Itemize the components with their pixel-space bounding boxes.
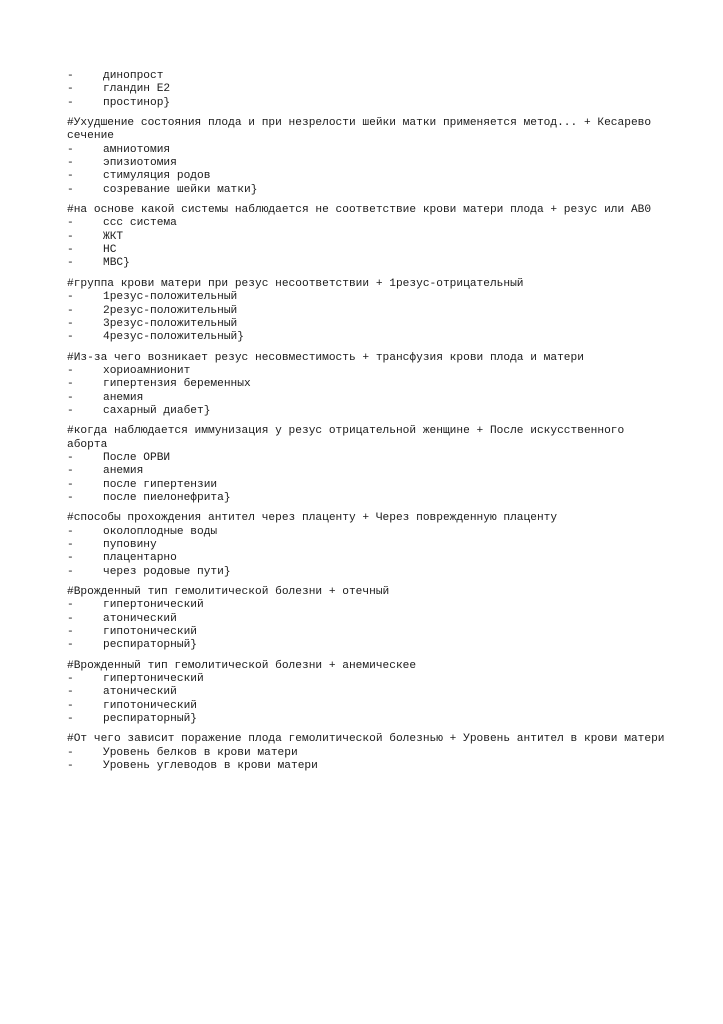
question-block: [67, 352, 667, 419]
option-text: НС: [103, 244, 117, 257]
answer-option: [67, 184, 667, 197]
option-dash: -: [67, 552, 74, 565]
option-text: динопрост: [103, 70, 164, 82]
option-dash: -: [67, 713, 74, 726]
answer-option: [67, 686, 667, 699]
option-text: 2резус-положительный: [103, 304, 238, 317]
option-dash: -: [67, 639, 74, 652]
option-dash: -: [67, 451, 74, 464]
option-text: околоплодные воды: [103, 525, 218, 538]
document-page: [67, 70, 667, 781]
option-dash: -: [67, 230, 74, 243]
option-text: после пиелонефрита}: [103, 491, 231, 504]
answer-option: [67, 613, 667, 626]
option-dash: -: [67, 539, 74, 551]
answer-option: [67, 217, 667, 230]
option-dash: -: [67, 686, 74, 699]
answer-option: [67, 673, 667, 686]
answer-option: [67, 257, 667, 270]
answer-option: [67, 639, 667, 652]
option-text: эпизиотомия: [103, 157, 177, 170]
question-text: #От чего зависит поражение плода гемолитической болезнью + Уровень антител в крови матери: [67, 733, 665, 746]
answer-option: [67, 747, 667, 760]
question-text: #Из-за чего возникает резус несовместимость + трансфузия крови плода и матери: [67, 351, 584, 364]
option-text: амниотомия: [103, 143, 171, 156]
answer-option: [67, 291, 667, 304]
option-dash: -: [67, 525, 74, 538]
answer-option: [67, 144, 667, 157]
question-text: #когда наблюдается иммунизация у резус отрицательной женщине + После искусственного аборта: [67, 425, 631, 451]
option-dash: -: [67, 317, 74, 330]
option-dash: -: [67, 612, 74, 625]
option-text: после гипертензии: [103, 478, 218, 491]
option-dash: -: [67, 70, 74, 82]
answer-option: [67, 526, 667, 539]
option-dash: -: [67, 626, 74, 639]
option-dash: -: [67, 478, 74, 491]
option-text: респираторный}: [103, 639, 197, 652]
question-text: #на основе какой системы наблюдается не соответствие крови матери плода + резус или АВ0: [67, 204, 652, 217]
answer-option: [67, 479, 667, 492]
option-text: 3резус-положительный: [103, 317, 238, 330]
option-dash: -: [67, 465, 74, 478]
option-text: пуповину: [103, 539, 157, 551]
option-dash: -: [67, 304, 74, 317]
question-list: [67, 117, 667, 773]
option-dash: -: [67, 699, 74, 712]
option-text: стимуляция родов: [103, 170, 211, 183]
question-block: [67, 586, 667, 653]
answer-option: [67, 231, 667, 244]
option-dash: -: [67, 157, 74, 170]
question-text: #Врожденный тип гемолитической болезни + анемическее: [67, 659, 417, 672]
option-dash: -: [67, 331, 74, 344]
option-dash: -: [67, 364, 74, 377]
answer-option: [67, 760, 667, 773]
option-dash: -: [67, 746, 74, 759]
answer-option: [67, 492, 667, 505]
option-text: через родовые пути}: [103, 565, 231, 578]
option-text: гипотонический: [103, 699, 197, 712]
leading-options: [67, 70, 667, 110]
answer-option: [67, 552, 667, 565]
option-dash: -: [67, 143, 74, 156]
option-dash: -: [67, 404, 74, 417]
option-dash: -: [67, 257, 74, 270]
answer-option: [67, 465, 667, 478]
answer-option: [67, 599, 667, 612]
answer-option: [67, 331, 667, 344]
answer-option: [67, 626, 667, 639]
answer-option: [67, 378, 667, 391]
option-text: атонический: [103, 612, 177, 625]
answer-option: [67, 305, 667, 318]
option-text: МВС}: [103, 257, 130, 270]
answer-option: [67, 392, 667, 405]
question-block: [67, 278, 667, 345]
option-dash: -: [67, 291, 74, 304]
option-text: гипертензия беременных: [103, 378, 251, 391]
question-block: [67, 204, 667, 271]
option-dash: -: [67, 378, 74, 391]
answer-option: [67, 170, 667, 183]
option-text: гипертонический: [103, 599, 204, 612]
option-text: анемия: [103, 391, 144, 404]
answer-option: [67, 713, 667, 726]
answer-option: [67, 70, 667, 83]
answer-option: [67, 318, 667, 331]
option-text: После ОРВИ: [103, 451, 171, 464]
option-text: сахарный диабет}: [103, 404, 211, 417]
option-dash: -: [67, 760, 74, 773]
option-dash: -: [67, 217, 74, 230]
option-dash: -: [67, 599, 74, 612]
option-dash: -: [67, 244, 74, 257]
question-text: #Врожденный тип гемолитической болезни + отечный: [67, 586, 390, 599]
option-dash: -: [67, 673, 74, 686]
option-dash: -: [67, 96, 74, 109]
option-text: простинор}: [103, 96, 171, 109]
option-text: Уровень белков в крови матери: [103, 746, 298, 759]
answer-option: [67, 566, 667, 579]
answer-option: [67, 97, 667, 110]
option-text: Уровень углеводов в крови матери: [103, 760, 318, 773]
option-text: ссс система: [103, 217, 177, 230]
answer-option: [67, 83, 667, 96]
question-text: #Ухудшение состояния плода и при незрелости шейки матки применяется метод... + Кесарево сечение: [67, 117, 658, 143]
question-text: #способы прохождения антител через плаценту + Через поврежденную плаценту: [67, 512, 558, 525]
question-block: [67, 660, 667, 727]
option-dash: -: [67, 491, 74, 504]
option-text: 1резус-положительный: [103, 291, 238, 304]
question-block: [67, 425, 667, 505]
answer-option: [67, 244, 667, 257]
option-text: анемия: [103, 465, 144, 478]
option-text: гипотонический: [103, 626, 197, 639]
answer-option: [67, 405, 667, 418]
option-text: ЖКТ: [103, 230, 124, 243]
option-dash: -: [67, 183, 74, 196]
option-text: созревание шейки матки}: [103, 183, 258, 196]
option-dash: -: [67, 170, 74, 183]
option-text: плацентарно: [103, 552, 177, 565]
option-dash: -: [67, 391, 74, 404]
answer-option: [67, 365, 667, 378]
answer-option: [67, 157, 667, 170]
question-block: [67, 733, 667, 773]
question-text: #группа крови матери при резус несоответствии + 1резус-отрицательный: [67, 277, 524, 290]
option-text: гипертонический: [103, 673, 204, 686]
question-block: [67, 117, 667, 197]
option-text: гландин Е2: [103, 83, 171, 96]
option-text: 4резус-положительный}: [103, 331, 244, 344]
answer-option: [67, 452, 667, 465]
option-text: хориоамнионит: [103, 364, 191, 377]
answer-option: [67, 539, 667, 552]
question-block: [67, 512, 667, 579]
answer-option: [67, 700, 667, 713]
option-text: респираторный}: [103, 713, 197, 726]
option-text: атонический: [103, 686, 177, 699]
option-dash: -: [67, 565, 74, 578]
option-dash: -: [67, 83, 74, 96]
